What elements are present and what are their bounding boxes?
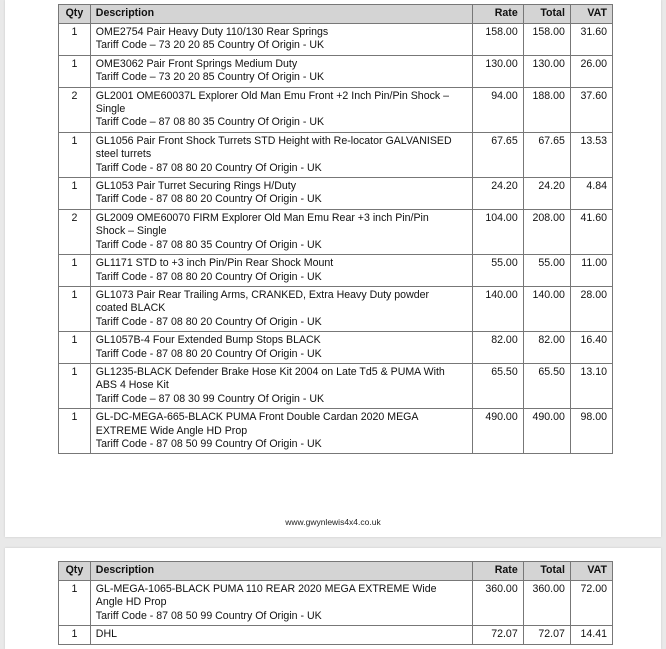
item-vat: 98.00 <box>570 409 612 454</box>
description-line: GL1053 Pair Turret Securing Rings H/Duty <box>95 180 296 193</box>
table-row <box>59 132 613 177</box>
item-rate: 94.00 <box>473 87 523 132</box>
item-qty: 1 <box>59 255 91 287</box>
item-rate: 360.00 <box>473 581 523 626</box>
item-qty: 1 <box>59 332 91 364</box>
item-total: 67.65 <box>523 132 570 177</box>
item-total: 188.00 <box>523 87 570 132</box>
invoice-page-2 <box>5 548 661 649</box>
item-rate: 24.20 <box>473 178 523 210</box>
table-header-row <box>59 5 613 24</box>
item-qty: 2 <box>59 209 91 254</box>
description-line: Tariff Code - 87 08 80 20 Country Of Origin - UK <box>95 270 322 283</box>
description-line: steel turrets <box>95 148 152 161</box>
item-total: 82.00 <box>523 332 570 364</box>
items-body-page-2 <box>59 581 613 645</box>
item-qty: 1 <box>59 178 91 210</box>
item-vat: 31.60 <box>570 24 612 56</box>
description-line: Single <box>95 103 126 116</box>
item-description <box>90 626 473 644</box>
table-row <box>59 24 613 56</box>
item-total: 55.00 <box>523 255 570 287</box>
item-vat: 13.10 <box>570 363 612 408</box>
header-qty: Qty <box>59 5 91 24</box>
item-qty: 1 <box>59 132 91 177</box>
item-qty: 2 <box>59 87 91 132</box>
description-line: Tariff Code - 87 08 80 20 Country Of Origin - UK <box>95 347 322 360</box>
items-table-page-1 <box>58 4 613 454</box>
description-line: EXTREME Wide Angle HD Prop <box>95 424 248 437</box>
item-rate: 158.00 <box>473 24 523 56</box>
table-row <box>59 87 613 132</box>
header-vat: VAT <box>570 562 612 581</box>
description-line: GL2001 OME60037L Explorer Old Man Emu Front +2 Inch Pin/Pin Shock – <box>95 89 450 102</box>
item-description <box>90 87 473 132</box>
description-line: GL1073 Pair Rear Trailing Arms, CRANKED, Extra Heavy Duty powder <box>95 288 430 301</box>
description-line: Tariff Code - 87 08 50 99 Country Of Origin - UK <box>95 437 322 450</box>
item-vat: 37.60 <box>570 87 612 132</box>
item-qty: 1 <box>59 409 91 454</box>
item-total: 130.00 <box>523 55 570 87</box>
item-description <box>90 332 473 364</box>
item-qty: 1 <box>59 626 91 644</box>
description-line: ABS 4 Hose Kit <box>95 379 169 392</box>
description-line: Tariff Code - 87 08 80 20 Country Of Origin - UK <box>95 315 322 328</box>
item-total: 72.07 <box>523 626 570 644</box>
item-vat: 72.00 <box>570 581 612 626</box>
item-description <box>90 209 473 254</box>
description-line: Tariff Code – 73 20 20 85 Country Of Origin - UK <box>95 71 325 84</box>
description-line: GL1056 Pair Front Shock Turrets STD Height with Re-locator GALVANISED <box>95 134 452 147</box>
item-total: 360.00 <box>523 581 570 626</box>
item-total: 208.00 <box>523 209 570 254</box>
item-description <box>90 132 473 177</box>
item-vat: 4.84 <box>570 178 612 210</box>
item-vat: 41.60 <box>570 209 612 254</box>
description-line: coated BLACK <box>95 302 166 315</box>
description-line: Tariff Code – 87 08 80 35 Country Of Origin - UK <box>95 116 325 129</box>
table-row <box>59 178 613 210</box>
item-rate: 130.00 <box>473 55 523 87</box>
header-qty: Qty <box>59 562 91 581</box>
description-line: GL1057B-4 Four Extended Bump Stops BLACK <box>95 334 321 347</box>
item-total: 140.00 <box>523 286 570 331</box>
item-description <box>90 255 473 287</box>
table-row <box>59 286 613 331</box>
item-total: 24.20 <box>523 178 570 210</box>
item-vat: 16.40 <box>570 332 612 364</box>
page-cut <box>5 474 661 488</box>
item-qty: 1 <box>59 581 91 626</box>
item-rate: 72.07 <box>473 626 523 644</box>
item-total: 158.00 <box>523 24 570 56</box>
table-row <box>59 626 613 644</box>
item-rate: 104.00 <box>473 209 523 254</box>
description-line: GL-MEGA-1065-BLACK PUMA 110 REAR 2020 MEGA EXTREME Wide <box>95 583 437 595</box>
item-vat: 28.00 <box>570 286 612 331</box>
table-header-row <box>59 562 613 581</box>
table-row <box>59 332 613 364</box>
description-line: GL1235-BLACK Defender Brake Hose Kit 2004 on Late Td5 & PUMA With <box>95 365 445 378</box>
item-description <box>90 286 473 331</box>
header-description: Description <box>90 5 473 24</box>
invoice-page-1 <box>5 0 661 537</box>
header-total: Total <box>523 562 570 581</box>
footer-url: www.gwynlewis4x4.co.uk <box>285 517 381 527</box>
item-rate: 140.00 <box>473 286 523 331</box>
table-row <box>59 409 613 454</box>
item-vat: 26.00 <box>570 55 612 87</box>
table-row <box>59 581 613 626</box>
item-rate: 67.65 <box>473 132 523 177</box>
description-line: Tariff Code - 87 08 80 20 Country Of Origin - UK <box>95 161 322 174</box>
item-total: 65.50 <box>523 363 570 408</box>
description-line: Tariff Code - 87 08 80 20 Country Of Origin - UK <box>95 193 322 206</box>
description-line: OME2754 Pair Heavy Duty 110/130 Rear Springs <box>95 26 329 38</box>
header-rate: Rate <box>473 5 523 24</box>
description-line: Tariff Code – 87 08 30 99 Country Of Origin - UK <box>95 392 325 405</box>
item-vat: 14.41 <box>570 626 612 644</box>
item-rate: 65.50 <box>473 363 523 408</box>
table-row <box>59 363 613 408</box>
item-description <box>90 363 473 408</box>
item-rate: 490.00 <box>473 409 523 454</box>
item-description <box>90 178 473 210</box>
item-total: 490.00 <box>523 409 570 454</box>
item-rate: 55.00 <box>473 255 523 287</box>
description-line: GL-DC-MEGA-665-BLACK PUMA Front Double Cardan 2020 MEGA <box>95 411 419 424</box>
description-line: Tariff Code – 73 20 20 85 Country Of Origin - UK <box>95 39 325 52</box>
item-qty: 1 <box>59 24 91 56</box>
header-vat: VAT <box>570 5 612 24</box>
item-rate: 82.00 <box>473 332 523 364</box>
table-row <box>59 209 613 254</box>
description-line: Shock – Single <box>95 225 167 238</box>
item-vat: 11.00 <box>570 255 612 287</box>
item-qty: 1 <box>59 286 91 331</box>
description-line: DHL <box>95 628 117 641</box>
item-description <box>90 409 473 454</box>
header-description: Description <box>90 562 473 581</box>
description-line: Angle HD Prop <box>95 596 167 609</box>
items-table-page-2 <box>58 561 613 645</box>
item-vat: 13.53 <box>570 132 612 177</box>
description-line: OME3062 Pair Front Springs Medium Duty <box>95 57 298 70</box>
item-description <box>90 24 473 56</box>
description-line: GL2009 OME60070 FIRM Explorer Old Man Emu Rear +3 inch Pin/Pin <box>95 211 429 224</box>
item-description <box>90 55 473 87</box>
description-line: Tariff Code - 87 08 80 35 Country Of Origin - UK <box>95 238 322 251</box>
header-rate: Rate <box>473 562 523 581</box>
description-line: GL1171 STD to +3 inch Pin/Pin Rear Shock Mount <box>95 257 334 270</box>
table-row <box>59 255 613 287</box>
description-line: Tariff Code - 87 08 50 99 Country Of Origin - UK <box>95 609 322 622</box>
items-body-page-1 <box>59 24 613 454</box>
item-qty: 1 <box>59 363 91 408</box>
header-total: Total <box>523 5 570 24</box>
table-row <box>59 55 613 87</box>
item-qty: 1 <box>59 55 91 87</box>
item-description <box>90 581 473 626</box>
